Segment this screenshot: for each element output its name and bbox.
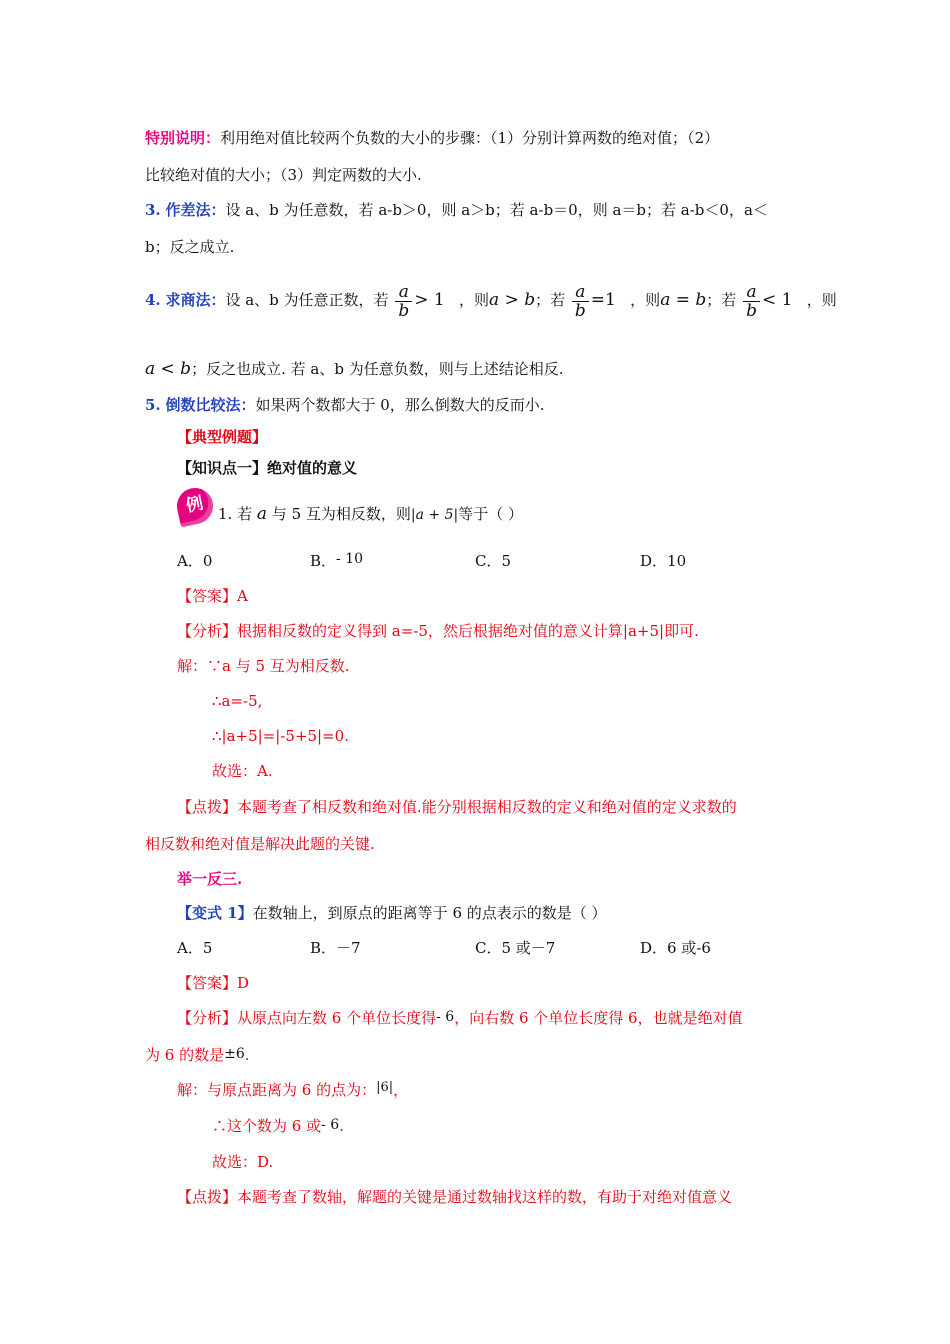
- practice-heading: 举一反三.: [177, 870, 243, 888]
- solution-1-line-4: 故选：A.: [212, 762, 273, 780]
- analysis-1: [177, 621, 699, 641]
- example-badge-icon: 例: [174, 485, 217, 528]
- answer-1-value: A: [237, 587, 248, 605]
- solution-2-text-1: 解：与原点距离为 6 的点为：: [177, 1081, 377, 1099]
- special-note-line: [145, 128, 719, 148]
- special-note-line-2: [145, 165, 422, 185]
- fraction-a-over-b-3: $\frac{a}{b}$: [743, 283, 760, 320]
- minus-six-2: - 6: [321, 1117, 340, 1133]
- example-1-question: [218, 504, 523, 525]
- variant-1-question: [177, 903, 607, 923]
- section-heading: 【典型例题】: [177, 428, 268, 446]
- method-4-number: 4.: [145, 291, 161, 309]
- tip-2-label: 【点拨】: [177, 1188, 238, 1206]
- example-1-option-b[interactable]: [310, 551, 363, 572]
- solution-2-line-3: 故选：D.: [212, 1153, 274, 1171]
- tip-1-text: 本题考查了相反数和绝对值.能分别根据相反数的定义和绝对值的定义求数的: [237, 798, 737, 816]
- method-3-label: 作差法：: [165, 201, 226, 219]
- then-text: ，则: [459, 291, 490, 309]
- method-5-label: 倒数比较法：: [165, 396, 256, 414]
- a-lt-b: a < b: [145, 359, 192, 379]
- knowledge-point-label: 【知识点一】: [177, 459, 268, 477]
- method-4-label: 求商法：: [165, 291, 226, 309]
- example-1-prefix: 1. 若: [218, 505, 253, 523]
- answer-2: [177, 973, 249, 993]
- eq-one: =1: [590, 290, 616, 310]
- method-4-line-2: [145, 359, 563, 379]
- analysis-2-line-2: [145, 1045, 250, 1066]
- variant-1-label: 【变式 1】: [177, 904, 253, 922]
- method-3-text: 设 a、b 为任意数，若 a-b＞0，则 a＞b；若 a-b＝0，则 a＝b；若 a-b＜0，a＜: [225, 201, 768, 219]
- solution-2-period: .: [339, 1117, 344, 1135]
- solution-2-comma: ，: [393, 1081, 409, 1099]
- answer-2-value: D: [237, 974, 250, 992]
- analysis-2-text-4: .: [244, 1046, 250, 1064]
- solution-1-line-3: ∴|a+5|=|-5+5|=0.: [212, 727, 349, 745]
- method-5-line: [145, 395, 545, 415]
- tip-1-line-2: 相反数和绝对值是解决此题的关键.: [145, 835, 375, 853]
- tip-2: [177, 1187, 732, 1207]
- variant-1-option-b[interactable]: B．－7: [310, 939, 361, 957]
- solution-2-line-1: [177, 1080, 408, 1102]
- option-b-value: - 10: [336, 551, 364, 567]
- solution-2-line-2: [212, 1116, 344, 1137]
- example-1-mid: 与 5 互为相反数，则: [271, 505, 411, 523]
- solution-2-text-2: ∴这个数为 6 或: [212, 1117, 322, 1135]
- a-eq-b: a = b: [660, 290, 707, 310]
- analysis-2: [177, 1008, 743, 1029]
- method-5-text: 如果两个数都大于 0，那么倒数大的反而小.: [255, 396, 545, 414]
- analysis-1-text: 根据相反数的定义得到 a=-5，然后根据绝对值的意义计算|a+5|即可.: [237, 622, 699, 640]
- abs-a-plus-5: |a + 5|: [410, 507, 459, 523]
- solution-1-line-2: ∴a=-5,: [212, 692, 263, 710]
- gt-one: > 1: [414, 290, 445, 310]
- answer-1-label: 【答案】: [177, 587, 238, 605]
- knowledge-point-text: 绝对值的意义: [267, 459, 358, 477]
- method-3-text-2: b；反之成立.: [145, 238, 235, 256]
- method-4-line: [145, 278, 837, 322]
- knowledge-point-heading: [177, 458, 357, 478]
- option-b-letter: B．: [310, 552, 337, 570]
- then-text-3: ，则: [806, 291, 837, 309]
- method-3-line: [145, 200, 768, 220]
- minus-six: - 6: [436, 1009, 455, 1025]
- example-1-suffix: 等于（ ）: [458, 505, 523, 523]
- example-1-option-a[interactable]: A．0: [177, 552, 213, 570]
- variant-1-option-a[interactable]: A．5: [177, 939, 213, 957]
- variant-1-option-d[interactable]: D．6 或-6: [640, 939, 711, 957]
- fraction-a-over-b-2: $\frac{a}{b}$: [572, 283, 589, 320]
- method-4-text-2: ；反之也成立. 若 a、b 为任意负数，则与上述结论相反.: [191, 360, 564, 378]
- lt-one: < 1: [761, 290, 793, 310]
- special-note-text: 利用绝对值比较两个负数的大小的步骤：（1）分别计算两数的绝对值；（2）: [220, 129, 720, 147]
- method-3-line-2: [145, 237, 234, 257]
- a-gt-b: a > b: [489, 290, 536, 310]
- analysis-2-text-2: ，向右数 6 个单位长度得 6，也就是绝对值: [454, 1009, 743, 1027]
- answer-1: [177, 586, 248, 606]
- tip-1-label: 【点拨】: [177, 798, 238, 816]
- plus-minus-six: ±6: [224, 1046, 245, 1062]
- abs-six: |6|: [376, 1080, 394, 1095]
- if-text: ；若: [535, 291, 566, 309]
- method-4-text: 设 a、b 为任意正数，若: [225, 291, 389, 309]
- method-3-number: 3.: [145, 201, 161, 219]
- analysis-2-label: 【分析】: [177, 1009, 238, 1027]
- solution-1-line-1: 解：∵a 与 5 互为相反数.: [177, 657, 350, 675]
- method-5-number: 5.: [145, 396, 161, 414]
- var-a: a: [256, 504, 268, 524]
- variant-1-option-c[interactable]: C．5 或－7: [475, 939, 556, 957]
- example-1-option-d[interactable]: D．10: [640, 552, 687, 570]
- analysis-2-text-1: 从原点向左数 6 个单位长度得: [237, 1009, 437, 1027]
- analysis-2-text-3: 为 6 的数是: [145, 1046, 225, 1064]
- if-text-2: ；若: [706, 291, 737, 309]
- special-note-text-2: 比较绝对值的大小；（3）判定两数的大小.: [145, 166, 422, 184]
- analysis-1-label: 【分析】: [177, 622, 238, 640]
- variant-1-text: 在数轴上，到原点的距离等于 6 的点表示的数是（ ）: [252, 904, 607, 922]
- tip-1: [177, 797, 737, 817]
- tip-2-text: 本题考查了数轴，解题的关键是通过数轴找这样的数，有助于对绝对值意义: [237, 1188, 733, 1206]
- then-text-2: ，则: [630, 291, 661, 309]
- example-1-option-c[interactable]: C．5: [475, 552, 512, 570]
- answer-2-label: 【答案】: [177, 974, 238, 992]
- fraction-a-over-b: $\frac{a}{b}$: [395, 283, 412, 320]
- special-note-label: 特别说明：: [145, 129, 221, 147]
